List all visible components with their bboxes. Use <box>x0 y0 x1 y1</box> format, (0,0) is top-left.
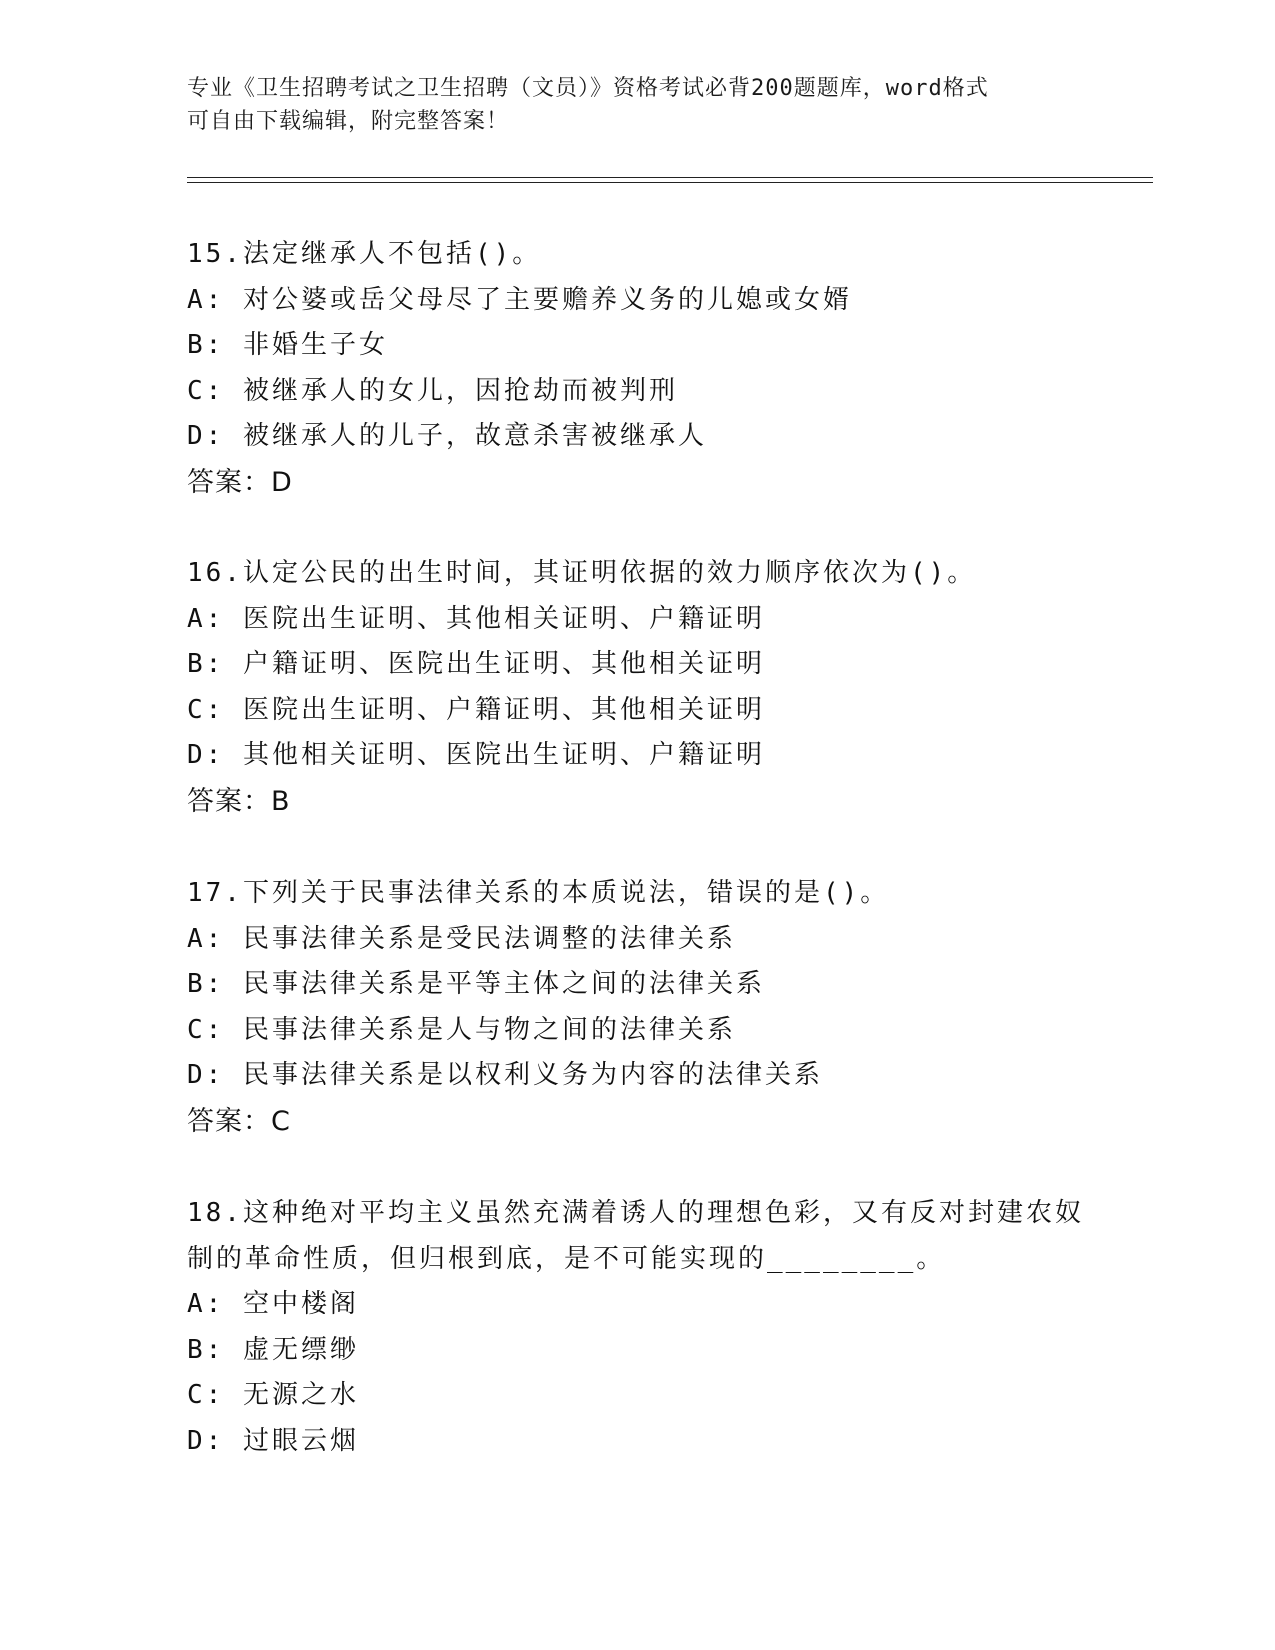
option-b: B: 民事法律关系是平等主体之间的法律关系 <box>187 969 765 999</box>
question-stem: 16.认定公民的出生时间，其证明依据的效力顺序依次为()。 <box>187 558 977 588</box>
option-c: C: 被继承人的女儿，因抢劫而被判刑 <box>187 375 678 406</box>
question-stem: 17.下列关于民事法律关系的本质说法，错误的是()。 <box>187 878 890 908</box>
option-b: B: 户籍证明、医院出生证明、其他相关证明 <box>187 649 765 679</box>
option-d: D: 过眼云烟 <box>187 1425 359 1456</box>
question-17 <box>187 871 1087 1144</box>
option-b: B: 非婚生子女 <box>187 330 388 360</box>
option-b: B: 虚无缥缈 <box>187 1334 359 1365</box>
option-d: D: 被继承人的儿子，故意杀害被继承人 <box>187 421 707 451</box>
document-header <box>187 72 1087 138</box>
question-16 <box>187 551 1087 824</box>
answer-line: 答案：C <box>187 1105 291 1137</box>
option-a: A: 对公婆或岳父母尽了主要赡养义务的儿媳或女婿 <box>187 284 852 315</box>
question-stem: 15.法定继承人不包括()。 <box>187 239 542 269</box>
header-line-1: 专业《卫生招聘考试之卫生招聘（文员）》资格考试必背200题题库，word格式 <box>187 76 989 101</box>
question-stem-line-1: 18.这种绝对平均主义虽然充满着诱人的理想色彩，又有反对封建农奴 <box>187 1198 1084 1228</box>
option-c: C: 民事法律关系是人与物之间的法律关系 <box>187 1014 736 1045</box>
option-c: C: 无源之水 <box>187 1380 359 1410</box>
option-a: A: 医院出生证明、其他相关证明、户籍证明 <box>187 603 765 634</box>
option-d: D: 民事法律关系是以权利义务为内容的法律关系 <box>187 1060 823 1090</box>
header-divider-top <box>187 177 1153 178</box>
option-a: A: 民事法律关系是受民法调整的法律关系 <box>187 923 736 954</box>
question-15 <box>187 232 1087 505</box>
answer-line: 答案：D <box>187 466 293 498</box>
question-18 <box>187 1191 1087 1464</box>
header-divider-bottom <box>187 182 1153 183</box>
option-d: D: 其他相关证明、医院出生证明、户籍证明 <box>187 740 765 770</box>
option-a: A: 空中楼阁 <box>187 1289 359 1319</box>
header-line-2: 可自由下载编辑，附完整答案！ <box>187 109 510 134</box>
question-stem-line-2: 制的革命性质，但归根到底，是不可能实现的________。 <box>187 1243 946 1274</box>
option-c: C: 医院出生证明、户籍证明、其他相关证明 <box>187 694 765 725</box>
answer-line: 答案：B <box>187 785 291 817</box>
